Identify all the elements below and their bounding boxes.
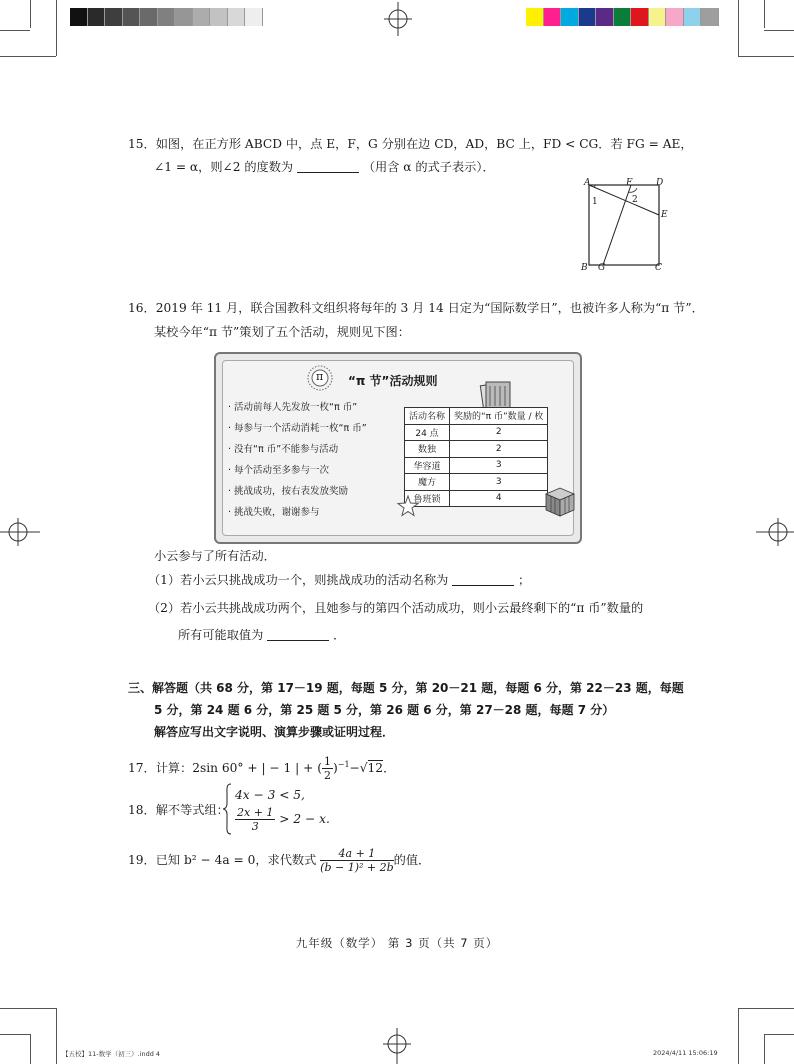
q18-text: 解不等式组： — [155, 803, 229, 817]
reward-count: 3 — [450, 474, 548, 491]
reward-count: 4 — [450, 490, 548, 507]
table-row — [405, 424, 548, 441]
activity-rules-panel — [214, 352, 582, 544]
q15-text-line1: 如图，在正方形 ABCD 中，点 E，F，G 分别在边 CD，AD，BC 上，FD < CG．若 FG = AE， — [155, 137, 693, 151]
color-swatch — [123, 8, 141, 26]
rule-item: · 挑战成功，按右表发放奖励 — [228, 486, 349, 497]
q15-line1 — [128, 136, 693, 152]
table-header: 活动名称 — [405, 408, 450, 425]
q17-radicand: 12 — [367, 761, 384, 776]
q16-sub1-answer-blank[interactable] — [452, 573, 514, 586]
q16-sub2-text: （2）若小云共挑战成功两个，且她参与的第四个活动成功，则小云最终剩下的“π 币”数量的 — [148, 601, 644, 615]
registration-mark-right — [756, 516, 794, 548]
color-swatch — [70, 8, 88, 26]
q17-text-a: 计算：2sin 60° + | − 1 | + ( — [155, 761, 322, 776]
q16-after — [154, 548, 276, 564]
q16-text-line2: 某校今年“π 节”策划了五个活动，规则见下图： — [154, 325, 410, 339]
q18-ineq2 — [235, 806, 330, 833]
q16-number: 16． — [128, 301, 156, 315]
crop-mark — [0, 1008, 56, 1009]
q18-frac-den: 3 — [251, 820, 259, 833]
q19-text-b: 的值． — [393, 853, 431, 867]
crop-mark — [738, 0, 739, 56]
q19-text-a: 已知 b² − 4a = 0，求代数式 — [155, 853, 317, 867]
crop-mark — [738, 1008, 739, 1064]
q18-frac-num: 2x + 1 — [237, 806, 274, 819]
activity-name: 华容道 — [405, 457, 450, 474]
color-swatch — [544, 8, 562, 26]
q16-sub2 — [148, 600, 643, 616]
crop-mark — [56, 1008, 57, 1064]
q19-number: 19． — [128, 853, 156, 867]
color-swatch — [684, 8, 702, 26]
table-header: 奖励的“π 币”数量 / 枚 — [450, 408, 548, 425]
q18-ineq2-tail: > 2 − x. — [279, 812, 330, 826]
reward-count: 3 — [450, 457, 548, 474]
section3-line3: 解答应写出文字说明、演算步骤或证明过程． — [154, 725, 395, 739]
activity-name: 魔方 — [405, 474, 450, 491]
q16-sub1-end: ； — [518, 573, 531, 587]
rule-item: · 挑战失败，谢谢参与 — [228, 507, 320, 518]
table-row — [405, 490, 548, 507]
segment-ae — [589, 185, 659, 215]
activity-name: 24 点 — [405, 424, 450, 441]
color-swatch — [88, 8, 106, 26]
registration-mark-top — [382, 2, 414, 36]
color-swatch — [105, 8, 123, 26]
q15-number: 15． — [128, 137, 156, 151]
table-header-row — [405, 408, 548, 425]
section3-line1: 三、解答题（共 68 分，第 17－19 题，每题 5 分，第 20－21 题，每题 6 分，第 22－23 题，每题 — [128, 681, 684, 695]
q17-text-d: ． — [383, 761, 396, 776]
crop-mark — [0, 30, 30, 31]
q18-number: 18． — [128, 803, 156, 817]
color-swatch — [526, 8, 544, 26]
table-row — [405, 457, 548, 474]
square-figure — [580, 176, 676, 276]
q16-sub1-text: （1）若小云只挑战成功一个，则挑战成功的活动名称为 — [148, 573, 449, 587]
label-c: C — [655, 263, 662, 273]
crop-mark — [764, 1034, 794, 1035]
label-f: F — [626, 178, 633, 188]
grayscale-bar — [70, 8, 263, 26]
crop-mark — [0, 1034, 30, 1035]
rule-item: · 没有“π 币”不能参与活动 — [228, 444, 339, 455]
q16-sub1 — [148, 572, 530, 588]
q15-line2 — [154, 159, 495, 175]
page-footer: 九年级（数学） 第 3 页（共 7 页） — [295, 936, 499, 950]
reward-table — [404, 407, 548, 507]
rule-item: · 活动前每人先发放一枚“π 币” — [228, 402, 358, 413]
color-swatch — [579, 8, 597, 26]
section3-line2: 5 分，第 24 题 6 分，第 25 题 5 分，第 26 题 6 分，第 27－28 题，每题 7 分） — [154, 703, 615, 717]
q17-frac-den: 2 — [323, 769, 331, 783]
activity-name: 数独 — [405, 441, 450, 458]
reward-count: 2 — [450, 441, 548, 458]
q17-fraction — [322, 755, 333, 782]
label-a: A — [584, 178, 591, 188]
q16-after-text: 小云参与了所有活动． — [154, 549, 276, 563]
activity-name: 鲁班锁 — [405, 490, 450, 507]
color-swatch — [614, 8, 632, 26]
star-icon — [396, 494, 420, 518]
q16-sub2-end: ． — [333, 628, 346, 642]
q16-line1 — [128, 300, 704, 316]
color-swatch — [245, 8, 263, 26]
q19-frac-num: 4a + 1 — [320, 847, 394, 861]
q17-exponent: −1 — [337, 760, 350, 769]
reward-count: 2 — [450, 424, 548, 441]
q16-sub2-line2 — [178, 627, 345, 643]
crop-mark — [738, 56, 794, 57]
square-abcd — [589, 185, 659, 265]
q16-line2 — [154, 324, 410, 340]
q16-sub2-text-b: 所有可能取值为 — [178, 628, 264, 642]
table-row — [405, 474, 548, 491]
label-e: E — [661, 210, 668, 220]
q16-text-line1: 2019 年 11 月，联合国教科文组织将每年的 3 月 14 日定为“国际数学日”，也被许多人称为“π 节”． — [155, 301, 704, 315]
q17-text-b: ) — [332, 761, 338, 776]
registration-mark-bottom — [380, 1024, 414, 1064]
sqrt-icon: √ — [359, 761, 368, 776]
color-swatch — [631, 8, 649, 26]
q17-number: 17． — [128, 761, 156, 776]
brace-icon — [222, 783, 232, 835]
label-g: G — [598, 263, 606, 273]
rubiks-cube-icon — [542, 484, 578, 520]
rules-title: “π 节”活动规则 — [348, 374, 438, 388]
color-swatch — [649, 8, 667, 26]
slug-right: 2024/4/11 15:06:19 — [653, 1049, 718, 1057]
q19 — [128, 846, 430, 874]
crop-mark — [764, 0, 765, 28]
crop-mark — [764, 1034, 765, 1064]
label-1: 1 — [592, 197, 598, 207]
slug-left: 【五校】11-数学（初三）.indd 4 — [62, 1050, 161, 1058]
crop-mark — [30, 0, 31, 28]
label-d: D — [656, 178, 664, 188]
crop-mark — [738, 1008, 794, 1009]
q15-answer-blank[interactable] — [297, 160, 359, 173]
table-row — [405, 441, 548, 458]
process-color-bar — [526, 8, 719, 26]
q18-ineq1: 4x − 3 < 5, — [235, 788, 305, 802]
q18-label — [128, 802, 229, 818]
registration-mark-left — [0, 516, 40, 548]
crop-mark — [764, 30, 794, 31]
q17 — [128, 752, 395, 782]
q19-frac-den: (b − 1)² + 2b — [320, 861, 394, 874]
label-2: 2 — [632, 195, 638, 205]
label-b: B — [581, 263, 588, 273]
crop-mark — [30, 1034, 31, 1064]
q17-text-c: − — [349, 761, 360, 776]
color-swatch — [158, 8, 176, 26]
color-swatch — [140, 8, 158, 26]
rule-item: · 每参与一个活动消耗一枚“π 币” — [228, 423, 367, 434]
color-swatch — [596, 8, 614, 26]
color-swatch — [561, 8, 579, 26]
crop-mark — [0, 56, 56, 57]
q17-frac-num: 1 — [323, 755, 331, 769]
rule-item: · 每个活动至多参与一次 — [228, 465, 330, 476]
color-swatch — [210, 8, 228, 26]
color-swatch — [701, 8, 719, 26]
color-swatch — [193, 8, 211, 26]
pi-logo-text: π — [316, 370, 324, 383]
color-swatch — [228, 8, 246, 26]
q18-fraction — [235, 806, 275, 833]
color-swatch — [175, 8, 193, 26]
crop-mark — [56, 0, 57, 56]
q15-text-b: （用含 α 的式子表示）． — [362, 160, 495, 174]
color-swatch — [666, 8, 684, 26]
q16-sub2-answer-blank[interactable] — [267, 628, 329, 641]
q15-text-a: ∠1 = α，则∠2 的度数为 — [154, 160, 294, 174]
q19-fraction — [320, 847, 394, 874]
